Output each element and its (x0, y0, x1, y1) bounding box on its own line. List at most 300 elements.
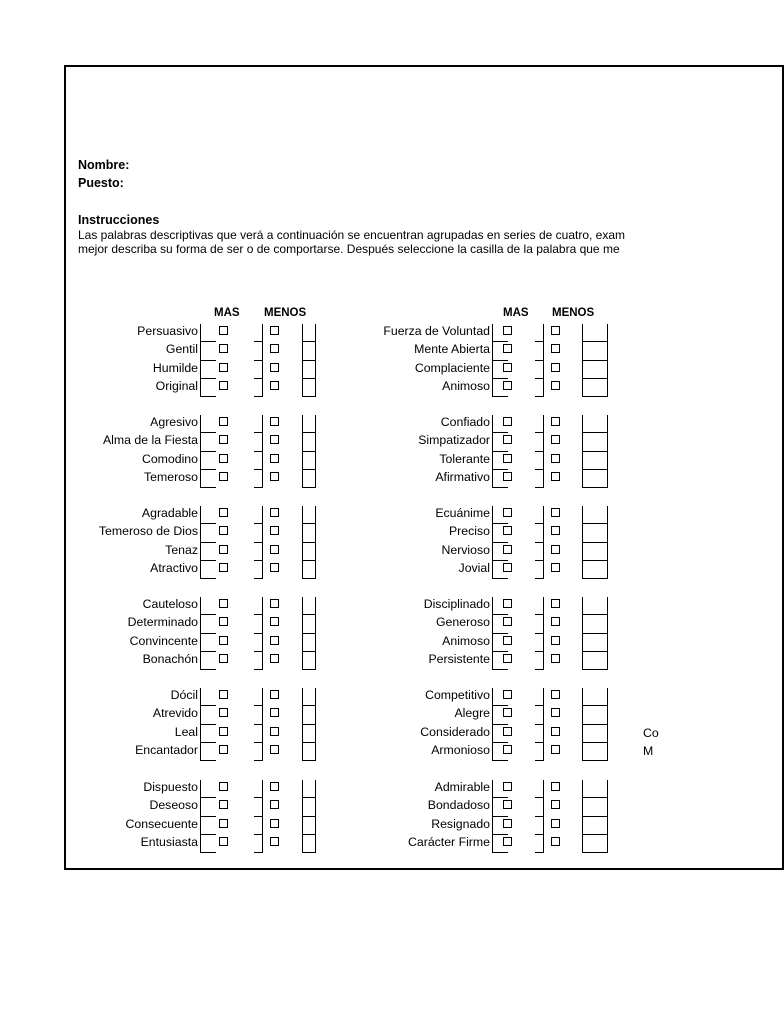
grid-hline (254, 578, 262, 579)
grid-vline (543, 688, 544, 761)
grid-hline (254, 396, 262, 397)
grid-hline (535, 560, 543, 561)
grid-vline (582, 506, 583, 579)
mas-header-left: MAS (214, 307, 240, 319)
cutoff-fragment-2: M (643, 744, 654, 758)
option-word: Persuasivo (137, 324, 198, 338)
grid-vline (492, 597, 493, 670)
grid-hline (582, 614, 607, 615)
grid-hline (200, 360, 216, 361)
mas-checkbox[interactable] (503, 745, 512, 754)
menos-checkbox[interactable] (270, 800, 279, 809)
mas-checkbox[interactable] (219, 472, 228, 481)
mas-checkbox[interactable] (503, 690, 512, 699)
option-word: Dócil (170, 688, 198, 702)
mas-checkbox[interactable] (503, 526, 512, 535)
grid-hline (492, 396, 508, 397)
grid-hline (535, 360, 543, 361)
grid-hline (582, 760, 607, 761)
mas-checkbox[interactable] (503, 454, 512, 463)
grid-hline (302, 469, 315, 470)
grid-hline (492, 451, 508, 452)
menos-checkbox[interactable] (270, 745, 279, 754)
grid-hline (582, 542, 607, 543)
mas-checkbox[interactable] (219, 837, 228, 846)
grid-hline (535, 378, 543, 379)
mas-checkbox[interactable] (219, 727, 228, 736)
grid-hline (535, 341, 543, 342)
grid-hline (492, 633, 508, 634)
grid-hline (200, 816, 216, 817)
grid-hline (302, 724, 315, 725)
grid-vline (200, 324, 201, 397)
menos-checkbox[interactable] (270, 526, 279, 535)
grid-hline (535, 797, 543, 798)
grid-hline (254, 797, 262, 798)
menos-checkbox[interactable] (270, 363, 279, 372)
grid-hline (492, 742, 508, 743)
option-word: Agradable (141, 506, 198, 520)
grid-hline (302, 742, 315, 743)
grid-hline (254, 487, 262, 488)
grid-hline (254, 560, 262, 561)
grid-hline (492, 432, 508, 433)
mas-checkbox[interactable] (219, 745, 228, 754)
grid-hline (492, 852, 508, 853)
grid-hline (302, 669, 315, 670)
mas-checkbox[interactable] (219, 654, 228, 663)
menos-checkbox[interactable] (270, 454, 279, 463)
menos-checkbox[interactable] (551, 782, 560, 791)
grid-hline (254, 760, 262, 761)
menos-checkbox[interactable] (551, 454, 560, 463)
grid-hline (535, 451, 543, 452)
grid-hline (492, 469, 508, 470)
option-word: Animoso (442, 633, 490, 648)
grid-vline (315, 597, 316, 670)
grid-vline (492, 688, 493, 761)
grid-vline (315, 506, 316, 579)
mas-checkbox[interactable] (503, 599, 512, 608)
mas-checkbox[interactable] (219, 417, 228, 426)
option-word: Afirmativo (435, 469, 490, 484)
cutoff-fragment-1: Co (643, 726, 659, 740)
menos-checkbox[interactable] (270, 837, 279, 846)
instructions-line-2: mejor describa su forma de ser o de comportarse. Después seleccione la casilla de la palabra que me (78, 242, 620, 256)
menos-checkbox[interactable] (551, 690, 560, 699)
nombre-label: Nombre: (78, 158, 130, 172)
mas-checkbox[interactable] (503, 435, 512, 444)
menos-checkbox[interactable] (551, 708, 560, 717)
grid-vline (262, 597, 263, 670)
option-word: Fuerza de Voluntad (383, 324, 490, 338)
grid-vline (302, 506, 303, 579)
menos-checkbox[interactable] (551, 381, 560, 390)
menos-checkbox[interactable] (551, 545, 560, 554)
option-word: Admirable (434, 780, 490, 794)
menos-checkbox[interactable] (551, 617, 560, 626)
grid-vline (302, 324, 303, 397)
grid-hline (302, 341, 315, 342)
grid-hline (582, 724, 607, 725)
grid-hline (254, 341, 262, 342)
option-word: Deseoso (149, 798, 198, 813)
grid-hline (492, 797, 508, 798)
grid-vline (200, 597, 201, 670)
menos-checkbox[interactable] (551, 472, 560, 481)
grid-hline (302, 651, 315, 652)
mas-checkbox[interactable] (503, 636, 512, 645)
option-word: Tolerante (439, 451, 490, 466)
grid-vline (582, 324, 583, 397)
grid-hline (492, 378, 508, 379)
grid-vline (492, 415, 493, 488)
mas-checkbox[interactable] (219, 708, 228, 717)
option-word: Nervioso (441, 542, 490, 557)
grid-hline (200, 651, 216, 652)
grid-hline (302, 360, 315, 361)
option-word: Determinado (127, 615, 198, 630)
menos-checkbox[interactable] (270, 782, 279, 791)
grid-hline (254, 669, 262, 670)
grid-hline (200, 578, 216, 579)
mas-checkbox[interactable] (503, 545, 512, 554)
grid-vline (200, 780, 201, 853)
grid-hline (254, 651, 262, 652)
menos-checkbox[interactable] (270, 708, 279, 717)
option-word: Considerado (420, 724, 490, 739)
mas-checkbox[interactable] (503, 727, 512, 736)
grid-hline (492, 614, 508, 615)
grid-vline (200, 506, 201, 579)
grid-vline (607, 324, 608, 397)
menos-checkbox[interactable] (270, 417, 279, 426)
grid-vline (262, 324, 263, 397)
grid-hline (535, 578, 543, 579)
grid-hline (200, 852, 216, 853)
mas-header-right: MAS (503, 307, 529, 319)
grid-hline (200, 378, 216, 379)
menos-checkbox[interactable] (551, 508, 560, 517)
option-word: Dispuesto (143, 780, 198, 794)
mas-checkbox[interactable] (219, 800, 228, 809)
grid-hline (535, 669, 543, 670)
grid-hline (492, 487, 508, 488)
grid-hline (254, 469, 262, 470)
option-word: Tenaz (165, 542, 198, 557)
instructions-line-1: Las palabras descriptivas que verá a continuación se encuentran agrupadas en series de cuatro, exam (78, 228, 626, 242)
grid-hline (582, 560, 607, 561)
menos-checkbox[interactable] (270, 545, 279, 554)
option-word: Temeroso de Dios (98, 524, 198, 539)
option-word: Atractivo (150, 560, 198, 575)
grid-hline (582, 432, 607, 433)
grid-hline (582, 378, 607, 379)
option-word: Agresivo (150, 415, 198, 429)
option-word: Jovial (458, 560, 490, 575)
grid-vline (315, 780, 316, 853)
menos-checkbox[interactable] (551, 563, 560, 572)
option-word: Leal (174, 724, 198, 739)
grid-hline (582, 834, 607, 835)
grid-vline (315, 688, 316, 761)
grid-vline (262, 780, 263, 853)
mas-checkbox[interactable] (219, 617, 228, 626)
grid-vline (543, 506, 544, 579)
grid-hline (582, 451, 607, 452)
menos-checkbox[interactable] (551, 654, 560, 663)
puesto-label: Puesto: (78, 176, 124, 190)
option-word: Atrevido (152, 706, 198, 721)
menos-checkbox[interactable] (551, 363, 560, 372)
grid-hline (535, 651, 543, 652)
instructions-title: Instrucciones (78, 213, 160, 227)
mas-checkbox[interactable] (503, 344, 512, 353)
mas-checkbox[interactable] (503, 363, 512, 372)
grid-vline (582, 597, 583, 670)
menos-checkbox[interactable] (270, 344, 279, 353)
mas-checkbox[interactable] (503, 417, 512, 426)
mas-checkbox[interactable] (503, 508, 512, 517)
grid-hline (535, 633, 543, 634)
mas-checkbox[interactable] (219, 545, 228, 554)
grid-hline (582, 633, 607, 634)
grid-hline (492, 560, 508, 561)
grid-vline (315, 415, 316, 488)
menos-checkbox[interactable] (270, 636, 279, 645)
grid-hline (582, 651, 607, 652)
mas-checkbox[interactable] (219, 599, 228, 608)
mas-checkbox[interactable] (503, 800, 512, 809)
menos-checkbox[interactable] (551, 636, 560, 645)
menos-checkbox[interactable] (270, 472, 279, 481)
grid-hline (200, 633, 216, 634)
grid-vline (543, 780, 544, 853)
grid-hline (254, 451, 262, 452)
menos-checkbox[interactable] (551, 326, 560, 335)
grid-hline (254, 852, 262, 853)
grid-vline (492, 324, 493, 397)
grid-hline (582, 852, 607, 853)
menos-checkbox[interactable] (551, 745, 560, 754)
grid-hline (492, 760, 508, 761)
menos-checkbox[interactable] (270, 599, 279, 608)
mas-checkbox[interactable] (219, 563, 228, 572)
grid-hline (492, 669, 508, 670)
option-word: Generoso (435, 615, 490, 630)
grid-hline (302, 432, 315, 433)
option-word: Resignado (431, 816, 490, 831)
grid-hline (302, 816, 315, 817)
grid-hline (582, 396, 607, 397)
grid-hline (302, 705, 315, 706)
menos-checkbox[interactable] (270, 654, 279, 663)
mas-checkbox[interactable] (503, 326, 512, 335)
option-word: Entusiasta (140, 834, 198, 849)
grid-hline (582, 797, 607, 798)
grid-hline (200, 834, 216, 835)
mas-checkbox[interactable] (503, 837, 512, 846)
grid-hline (254, 614, 262, 615)
menos-checkbox[interactable] (270, 435, 279, 444)
menos-checkbox[interactable] (270, 727, 279, 736)
grid-hline (302, 834, 315, 835)
grid-vline (607, 688, 608, 761)
mas-checkbox[interactable] (503, 819, 512, 828)
menos-checkbox[interactable] (270, 690, 279, 699)
menos-checkbox[interactable] (270, 617, 279, 626)
option-word: Temeroso (144, 469, 198, 484)
option-word: Alma de la Fiesta (102, 433, 198, 448)
option-word: Alegre (454, 706, 490, 721)
option-word: Mente Abierta (414, 342, 490, 357)
grid-hline (535, 742, 543, 743)
grid-hline (200, 669, 216, 670)
grid-hline (582, 360, 607, 361)
grid-hline (254, 360, 262, 361)
grid-vline (200, 415, 201, 488)
grid-vline (302, 597, 303, 670)
mas-checkbox[interactable] (503, 617, 512, 626)
grid-hline (535, 724, 543, 725)
grid-hline (302, 760, 315, 761)
grid-vline (315, 324, 316, 397)
grid-hline (492, 834, 508, 835)
mas-checkbox[interactable] (219, 636, 228, 645)
grid-hline (254, 724, 262, 725)
grid-hline (254, 633, 262, 634)
grid-hline (492, 341, 508, 342)
option-word: Convincente (129, 633, 198, 648)
grid-hline (200, 469, 216, 470)
menos-checkbox[interactable] (551, 344, 560, 353)
menos-checkbox[interactable] (551, 435, 560, 444)
menos-checkbox[interactable] (551, 526, 560, 535)
option-word: Bondadoso (427, 798, 490, 813)
grid-hline (582, 705, 607, 706)
mas-checkbox[interactable] (219, 782, 228, 791)
grid-hline (582, 523, 607, 524)
grid-vline (302, 415, 303, 488)
mas-checkbox[interactable] (219, 326, 228, 335)
mas-checkbox[interactable] (503, 472, 512, 481)
grid-hline (200, 523, 216, 524)
grid-vline (582, 415, 583, 488)
grid-hline (254, 432, 262, 433)
menos-checkbox[interactable] (551, 800, 560, 809)
grid-hline (535, 396, 543, 397)
grid-hline (200, 724, 216, 725)
grid-hline (535, 523, 543, 524)
grid-hline (535, 852, 543, 853)
mas-checkbox[interactable] (503, 708, 512, 717)
grid-hline (535, 614, 543, 615)
grid-hline (254, 378, 262, 379)
mas-checkbox[interactable] (219, 690, 228, 699)
grid-hline (302, 487, 315, 488)
option-word: Animoso (442, 378, 490, 393)
grid-hline (582, 487, 607, 488)
mas-checkbox[interactable] (219, 454, 228, 463)
grid-hline (302, 523, 315, 524)
option-word: Gentil (165, 342, 198, 357)
option-word: Confiado (440, 415, 490, 429)
menos-checkbox[interactable] (551, 837, 560, 846)
menos-checkbox[interactable] (270, 326, 279, 335)
mas-checkbox[interactable] (219, 819, 228, 828)
mas-checkbox[interactable] (219, 363, 228, 372)
option-word: Carácter Firme (408, 834, 490, 849)
grid-hline (492, 651, 508, 652)
mas-checkbox[interactable] (219, 508, 228, 517)
menos-checkbox[interactable] (551, 727, 560, 736)
option-word: Consecuente (125, 816, 198, 831)
menos-checkbox[interactable] (551, 819, 560, 828)
grid-hline (535, 487, 543, 488)
grid-hline (535, 542, 543, 543)
grid-hline (492, 542, 508, 543)
grid-hline (200, 451, 216, 452)
grid-vline (607, 780, 608, 853)
menos-checkbox[interactable] (270, 381, 279, 390)
grid-hline (582, 669, 607, 670)
grid-hline (200, 396, 216, 397)
option-word: Competitivo (425, 688, 490, 702)
grid-vline (302, 688, 303, 761)
grid-hline (302, 451, 315, 452)
mas-checkbox[interactable] (219, 381, 228, 390)
option-word: Armonioso (431, 742, 490, 757)
menos-checkbox[interactable] (270, 508, 279, 517)
grid-hline (302, 633, 315, 634)
grid-vline (607, 415, 608, 488)
option-word: Persistente (428, 651, 490, 666)
option-word: Comodino (141, 451, 198, 466)
grid-vline (302, 780, 303, 853)
grid-hline (535, 816, 543, 817)
option-word: Disciplinado (423, 597, 490, 611)
menos-checkbox[interactable] (270, 819, 279, 828)
mas-checkbox[interactable] (503, 381, 512, 390)
mas-checkbox[interactable] (219, 344, 228, 353)
grid-hline (492, 724, 508, 725)
mas-checkbox[interactable] (503, 563, 512, 572)
menos-checkbox[interactable] (270, 563, 279, 572)
grid-hline (302, 797, 315, 798)
grid-hline (582, 341, 607, 342)
grid-vline (492, 506, 493, 579)
menos-checkbox[interactable] (551, 599, 560, 608)
grid-vline (607, 506, 608, 579)
grid-hline (302, 542, 315, 543)
grid-hline (582, 742, 607, 743)
grid-vline (543, 324, 544, 397)
mas-checkbox[interactable] (219, 526, 228, 535)
grid-vline (543, 597, 544, 670)
menos-checkbox[interactable] (551, 417, 560, 426)
mas-checkbox[interactable] (503, 654, 512, 663)
option-word: Cauteloso (142, 597, 198, 611)
grid-hline (200, 341, 216, 342)
grid-hline (535, 834, 543, 835)
grid-hline (302, 378, 315, 379)
grid-hline (200, 432, 216, 433)
mas-checkbox[interactable] (219, 435, 228, 444)
option-word: Complaciente (414, 360, 490, 375)
grid-hline (302, 578, 315, 579)
option-word: Original (155, 378, 198, 393)
mas-checkbox[interactable] (503, 782, 512, 791)
